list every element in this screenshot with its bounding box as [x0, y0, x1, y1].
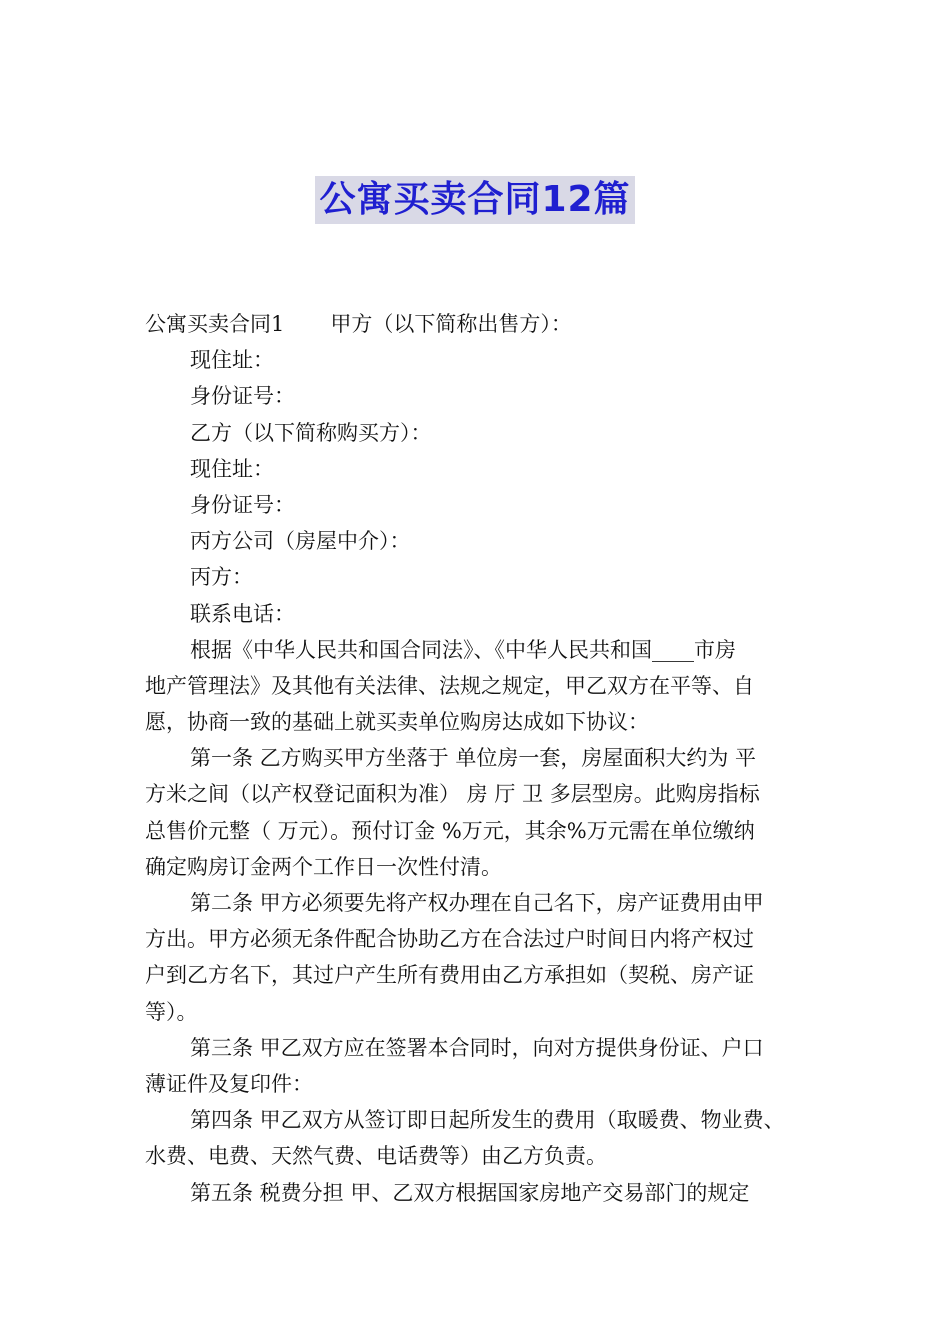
paragraph-line: 户到乙方名下，其过户产生所有费用由乙方承担如（契税、房产证: [145, 963, 754, 988]
paragraph-line: 第四条 甲乙双方从签订即日起所发生的费用（取暖费、物业费、: [190, 1108, 785, 1133]
first-line: [145, 306, 825, 342]
paragraph-line: 身份证号：: [190, 384, 295, 409]
paragraph-line: 方出。甲方必须无条件配合协助乙方在合法过户时间日内将产权过: [145, 927, 754, 952]
paragraph-line: 薄证件及复印件：: [145, 1071, 313, 1096]
paragraph-line: 第三条 甲乙双方应在签署本合同时，向对方提供身份证、户口: [190, 1035, 764, 1060]
paragraph-line: 联系电话：: [190, 601, 295, 626]
title-wrapper: [0, 176, 950, 224]
paragraph-line: 方米之间（以产权登记面积为准） 房 厅 卫 多层型房。此购房指标: [145, 782, 760, 807]
paragraph-line: 现住址：: [190, 456, 274, 481]
paragraph-line: 第五条 税费分担 甲、乙双方根据国家房地产交易部门的规定: [190, 1180, 750, 1205]
paragraph-line: 地产管理法》及其他有关法律、法规之规定，甲乙双方在平等、自: [145, 673, 754, 698]
document-body: [145, 306, 825, 1211]
contract-heading: 公寓买卖合同1: [145, 312, 285, 336]
paragraph-line: 水费、电费、天然气费、电话费等）由乙方负责。: [145, 1144, 607, 1169]
paragraph-line: 第二条 甲方必须要先将产权办理在自己名下，房产证费用由甲: [190, 891, 764, 915]
paragraph-line: 第一条 乙方购买甲方坐落于 单位房一套，房屋面积大约为 平: [190, 746, 757, 771]
party-a-label: 甲方（以下简称出售方）：: [330, 312, 572, 336]
paragraph-line: 愿，协商一致的基础上就买卖单位购房达成如下协议：: [145, 710, 649, 735]
paragraph-line: 丙方：: [190, 565, 253, 590]
paragraph-line: 确定购房订金两个工作日一次性付清。: [145, 854, 502, 879]
paragraph-line: 身份证号：: [190, 492, 295, 517]
paragraph-line: 总售价元整（ 万元）。预付订金 %万元，其余%万元需在单位缴纳: [145, 818, 755, 843]
document-title: 公寓买卖合同12篇: [315, 176, 634, 224]
paragraph-line: 等）。: [145, 999, 198, 1024]
paragraph-line: 丙方公司（房屋中介）：: [190, 529, 411, 554]
paragraph-line: 根据《中华人民共和国合同法》、《中华人民共和国____市房: [190, 637, 736, 662]
paragraph-line: 现住址：: [190, 348, 274, 373]
paragraph-line: 乙方（以下简称购买方）：: [190, 420, 432, 445]
